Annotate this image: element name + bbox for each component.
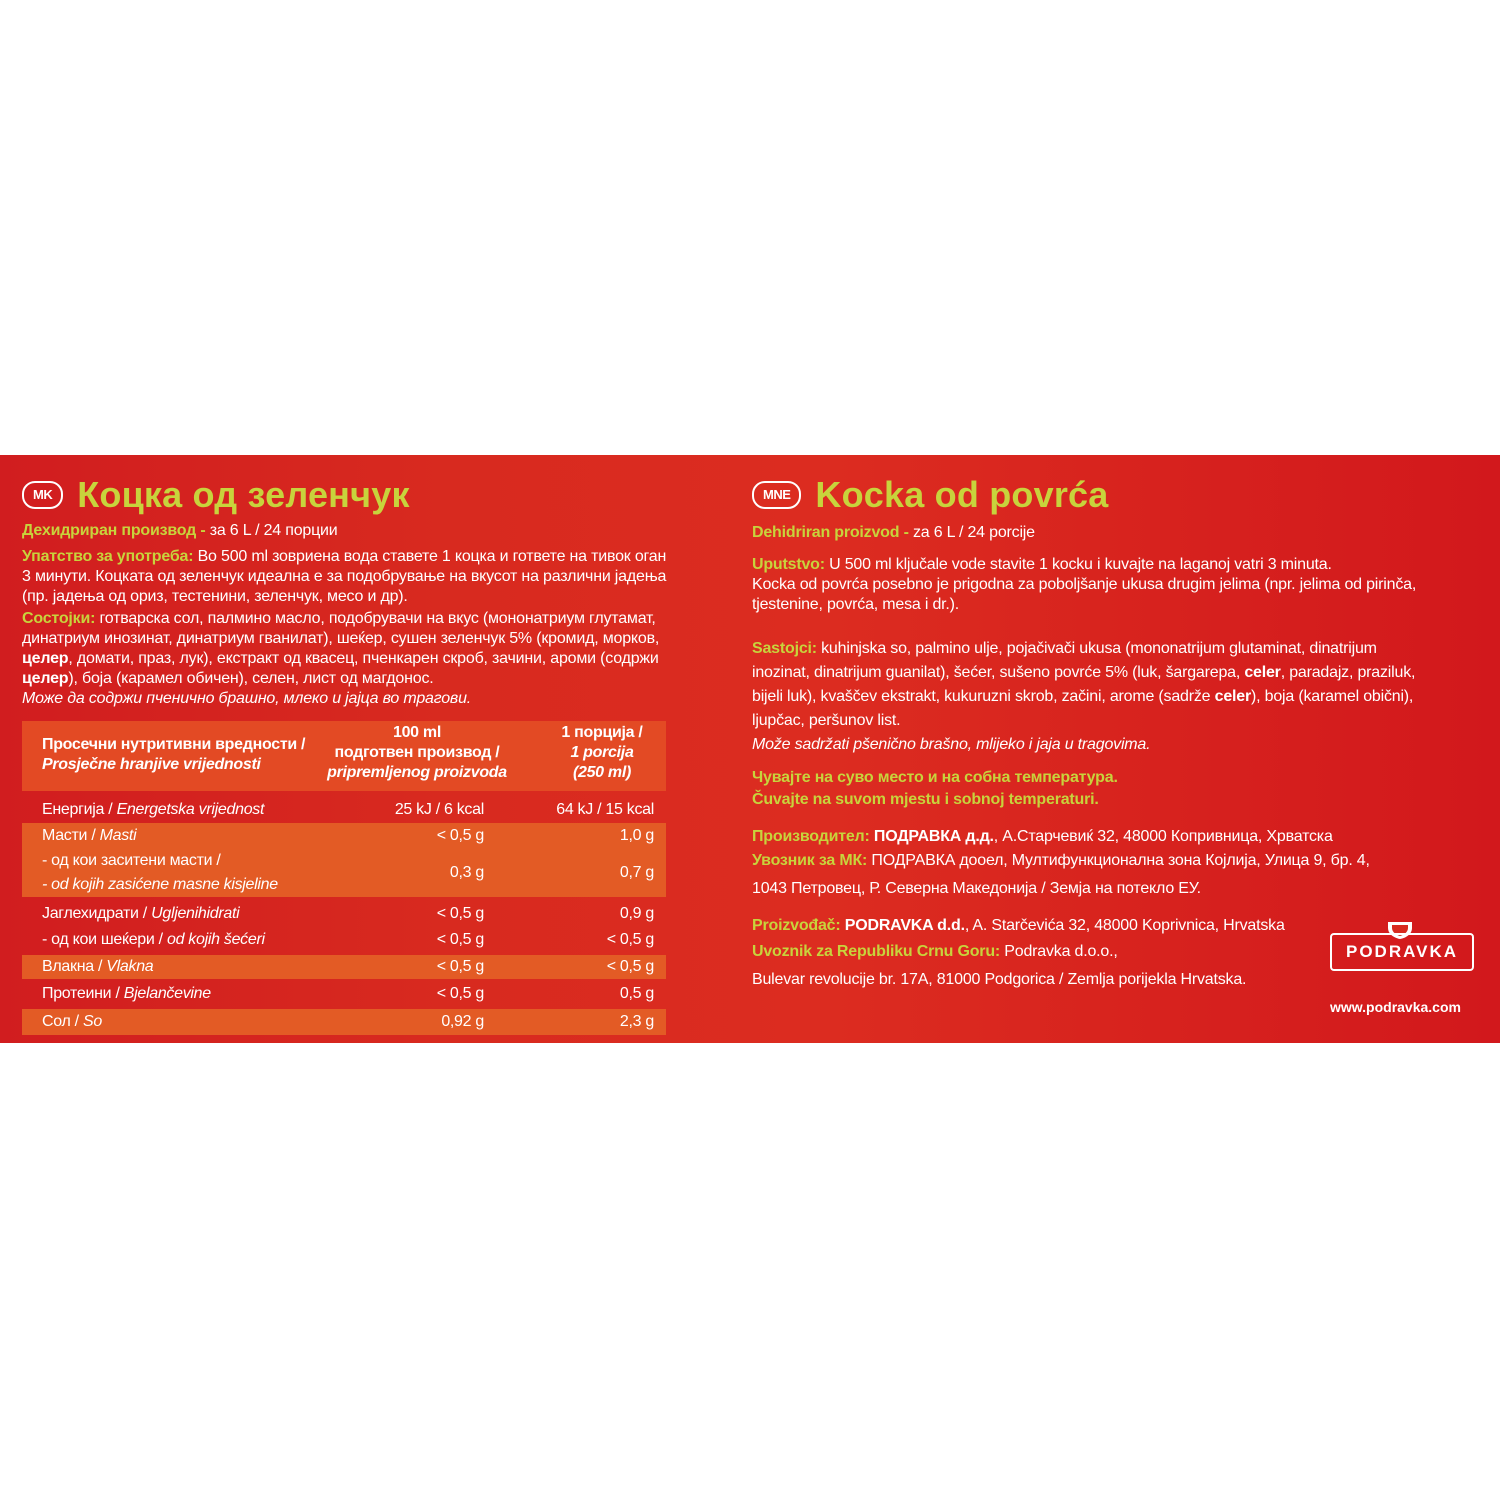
mne-header (752, 469, 1108, 521)
table-row: - од кои заситени масти / - od kojih zasićene masne kisjeline 0,3 g 0,7 g (22, 849, 666, 897)
website-link[interactable]: www.podravka.com (1330, 999, 1461, 1015)
mk-header (22, 469, 410, 521)
mne-badge: MNE (752, 481, 801, 509)
table-row: Сол / So 0,92 g 2,3 g (22, 1009, 666, 1035)
podravka-logo: PODRAVKA (1330, 933, 1474, 971)
table-row: Масти / Masti < 0,5 g 1,0 g (22, 823, 666, 849)
product-label (0, 455, 1500, 1043)
table-row: Јаглехидрати / Ugljenihidrati < 0,5 g 0,9 g (42, 905, 654, 922)
mk-subtitle: Дехидриран производ - за 6 L / 24 порции (22, 522, 338, 539)
mne-ingredients-label: Sastojci: (752, 640, 817, 657)
mne-title: Kocka od povrća (815, 474, 1109, 515)
mk-allergen-note: Може да содржи пченично брашно, млеко и јајца во трагови. (22, 690, 472, 707)
table-row: Енергија / Energetska vrijednost 25 kJ / 6 kcal 64 kJ / 15 kcal (42, 801, 654, 818)
mne-instructions: Uputstvo: U 500 ml ključale vode stavite 1 kocku i kuvajte na laganoj vatri 3 minuta. Kocka od povrća posebno je prigodna za poboljšanje ukusa drugim jelima (npr. jelima od pirinča, tjestenine, povrća, mesa i dr.). (752, 556, 1417, 613)
mk-title: Коцка од зеленчук (77, 474, 410, 515)
storage-note: Чувајте на суво место и на собна температура. Čuvajte na suvom mjestu i sobnoj temperaturi. (752, 769, 1118, 808)
mne-allergen-note: Može sadržati pšenično brašno, mlijeko i jaja u tragovima. (752, 736, 1151, 753)
mk-instructions-label: Упатство за употреба: (22, 548, 194, 565)
nutrition-table-header: Просечни нутритивни вредности / Prosječne hranjive vrijednosti 100 ml подготвен производ / pripremljenog proizvoda 1 порција / 1 porcija (250 ml) (22, 721, 666, 791)
table-row: - од кои шеќери / od kojih šećeri < 0,5 g < 0,5 g (42, 931, 654, 948)
table-row: Влакна / Vlakna < 0,5 g < 0,5 g (22, 955, 666, 979)
importer-info: Proizvođač: PODRAVKA d.d., A. Starčevića 32, 48000 Koprivnica, Hrvatska Uvoznik za Republiku Crnu Goru: Podravka d.o.o., Bulevar revolucije br. 17A, 81000 Podgorica / Zemlja porijekla Hrvatska. (752, 917, 1285, 988)
mk-badge: MK (22, 481, 63, 509)
mk-ingredients: Состојки: готварска сол, палмино масло, подобрувачи на вкус (мононатриум глутамат, динатриум инозинат, динатриум гванилат), шеќер, сушен зеленчук 5% (кромид, морков, целер, домати, праз, лук), екстракт од квасец, пченкарен скроб, зачини, ароми (содржи целер), боја (карамел обичен), селен, лист од магдонос. Може да содржи пченично брашно, млеко и јајца во трагови. (22, 610, 660, 707)
mk-ingredients-label: Состојки: (22, 610, 96, 627)
mne-ingredients: Sastojci: kuhinjska so, palmino ulje, pojačivači ukusa (mononatrijum glutaminat, dinatrijum inozinat, dinatrijum guanilat), šećer, sušeno povrće 5% (luk, šargarepa, celer, paradajz, praziluk, bijeli luk), kvaščev ekstrakt, kukuruzni skrob, začini, arome (sadrže celer), boja (karamel obični), ljupčac, peršunov list. Može sadržati pšenično brašno, mlijeko i jaja u tragovima. (752, 637, 1415, 757)
mne-instructions-label: Uputstvo: (752, 556, 825, 573)
mk-instructions: Упатство за употреба: Во 500 ml зовриена вода ставете 1 коцка и гответе на тивок оган 3 минути. Коцката од зеленчук идеална е за подобрување на вкусот на различни јадења (пр. јадења од ориз, тестенини, зеленчук, месо и др). (22, 548, 667, 605)
table-row: Протеини / Bjelančevine < 0,5 g 0,5 g (42, 985, 654, 1002)
producer-info: Производител: ПОДРАВКА д.д., А.Старчевиќ 32, 48000 Копривница, Хрватска Увозник за МК: ПОДРАВКА дооел, Мултифункционална зона Којлија, Улица 9, бр. 4, 1043 Петровец, Р. Северна Македонија / Земја на потекло ЕУ. (752, 828, 1370, 897)
mne-subtitle: Dehidriran proizvod - za 6 L / 24 porcije (752, 524, 1035, 541)
